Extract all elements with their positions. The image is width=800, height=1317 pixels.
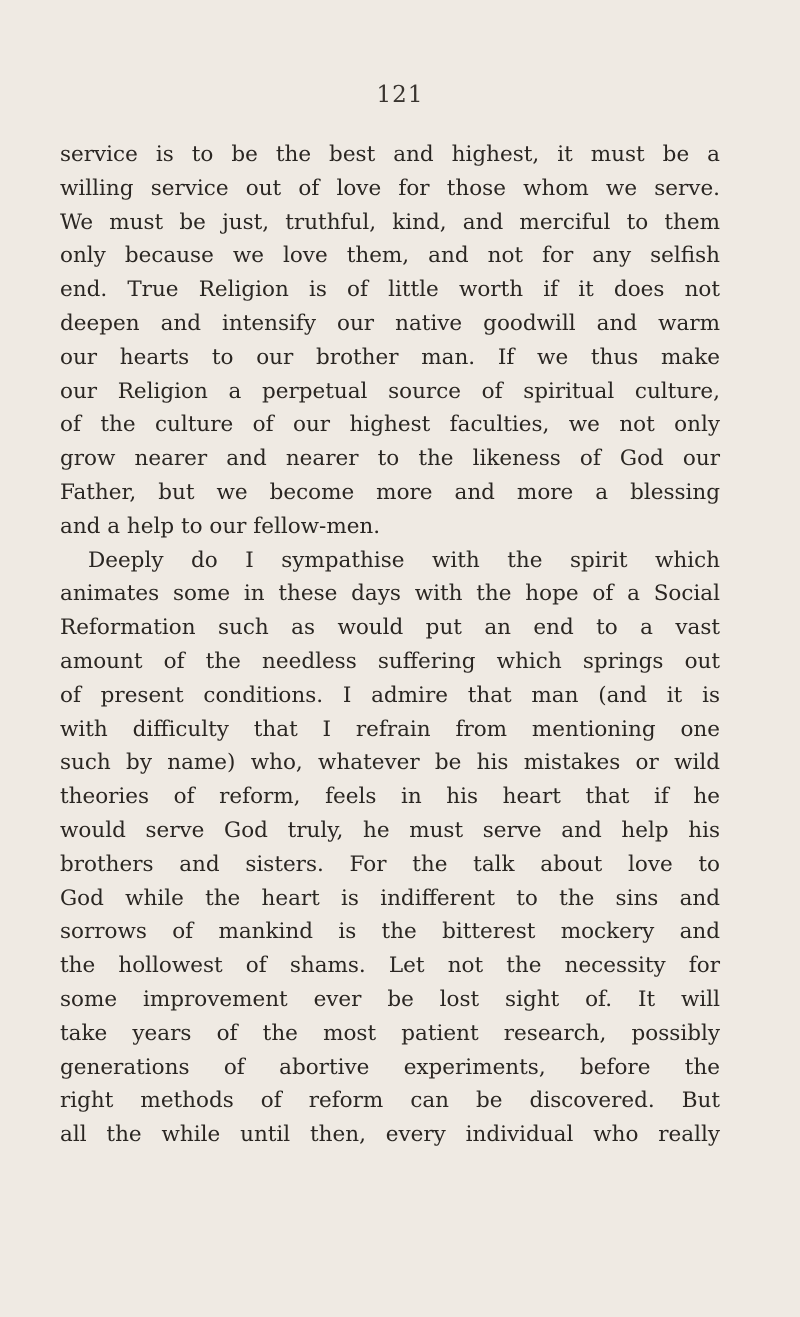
page-number: 121 [376,82,424,108]
text-line: our Religion a perpetual source of spiritual culture, [60,378,720,404]
paragraph-end-line: and a help to our fellow-men. [60,513,381,539]
text-line: God while the heart is indifferent to the sins and [60,885,720,911]
text-line: theories of reform, feels in his heart that if he [60,784,720,810]
text-line: grow nearer and nearer to the likeness of God our [60,446,720,472]
text-line: amount of the needless suffering which springs out [60,648,720,674]
text-line: of the culture of our highest faculties, we not only [60,412,720,438]
text-line: the hollowest of shams. Let not the necessity for [60,953,720,979]
text-line: all the while until then, every individual who really [60,1122,720,1148]
text-line: some improvement ever be lost sight of. It will [60,986,720,1012]
text-line: We must be just, truthful, kind, and merciful to them [60,209,720,235]
text-line: right methods of reform can be discovered. But [60,1088,720,1114]
body-text [60,138,720,1152]
text-line: generations of abortive experiments, before the [60,1054,720,1080]
text-line: such by name) who, whatever be his mistakes or wild [60,750,720,776]
text-line: end. True Religion is of little worth if it does not [60,277,720,303]
text-line: Father, but we become more and more a blessing [60,479,720,505]
text-line: Reformation such as would put an end to a vast [60,615,720,641]
text-line: only because we love them, and not for any selfish [60,243,720,269]
text-line: service is to be the best and highest, it must be a [60,142,720,167]
paragraph-start-line: Deeply do I sympathise with the spirit which [88,547,720,573]
text-line: with difficulty that I refrain from mentioning one [60,716,720,742]
text-line: brothers and sisters. For the talk about love to [60,851,720,877]
text-line: animates some in these days with the hope of a Social [60,581,720,607]
text-line: willing service out of love for those whom we serve. [60,175,720,201]
text-line: our hearts to our brother man. If we thus make [60,344,720,370]
text-line: of present conditions. I admire that man (and it is [60,682,720,708]
text-line: deepen and intensify our native goodwill and warm [60,310,720,336]
text-line: would serve God truly, he must serve and help his [60,817,720,843]
text-line: take years of the most patient research, possibly [60,1020,720,1046]
text-line: sorrows of mankind is the bitterest mockery and [60,919,720,945]
